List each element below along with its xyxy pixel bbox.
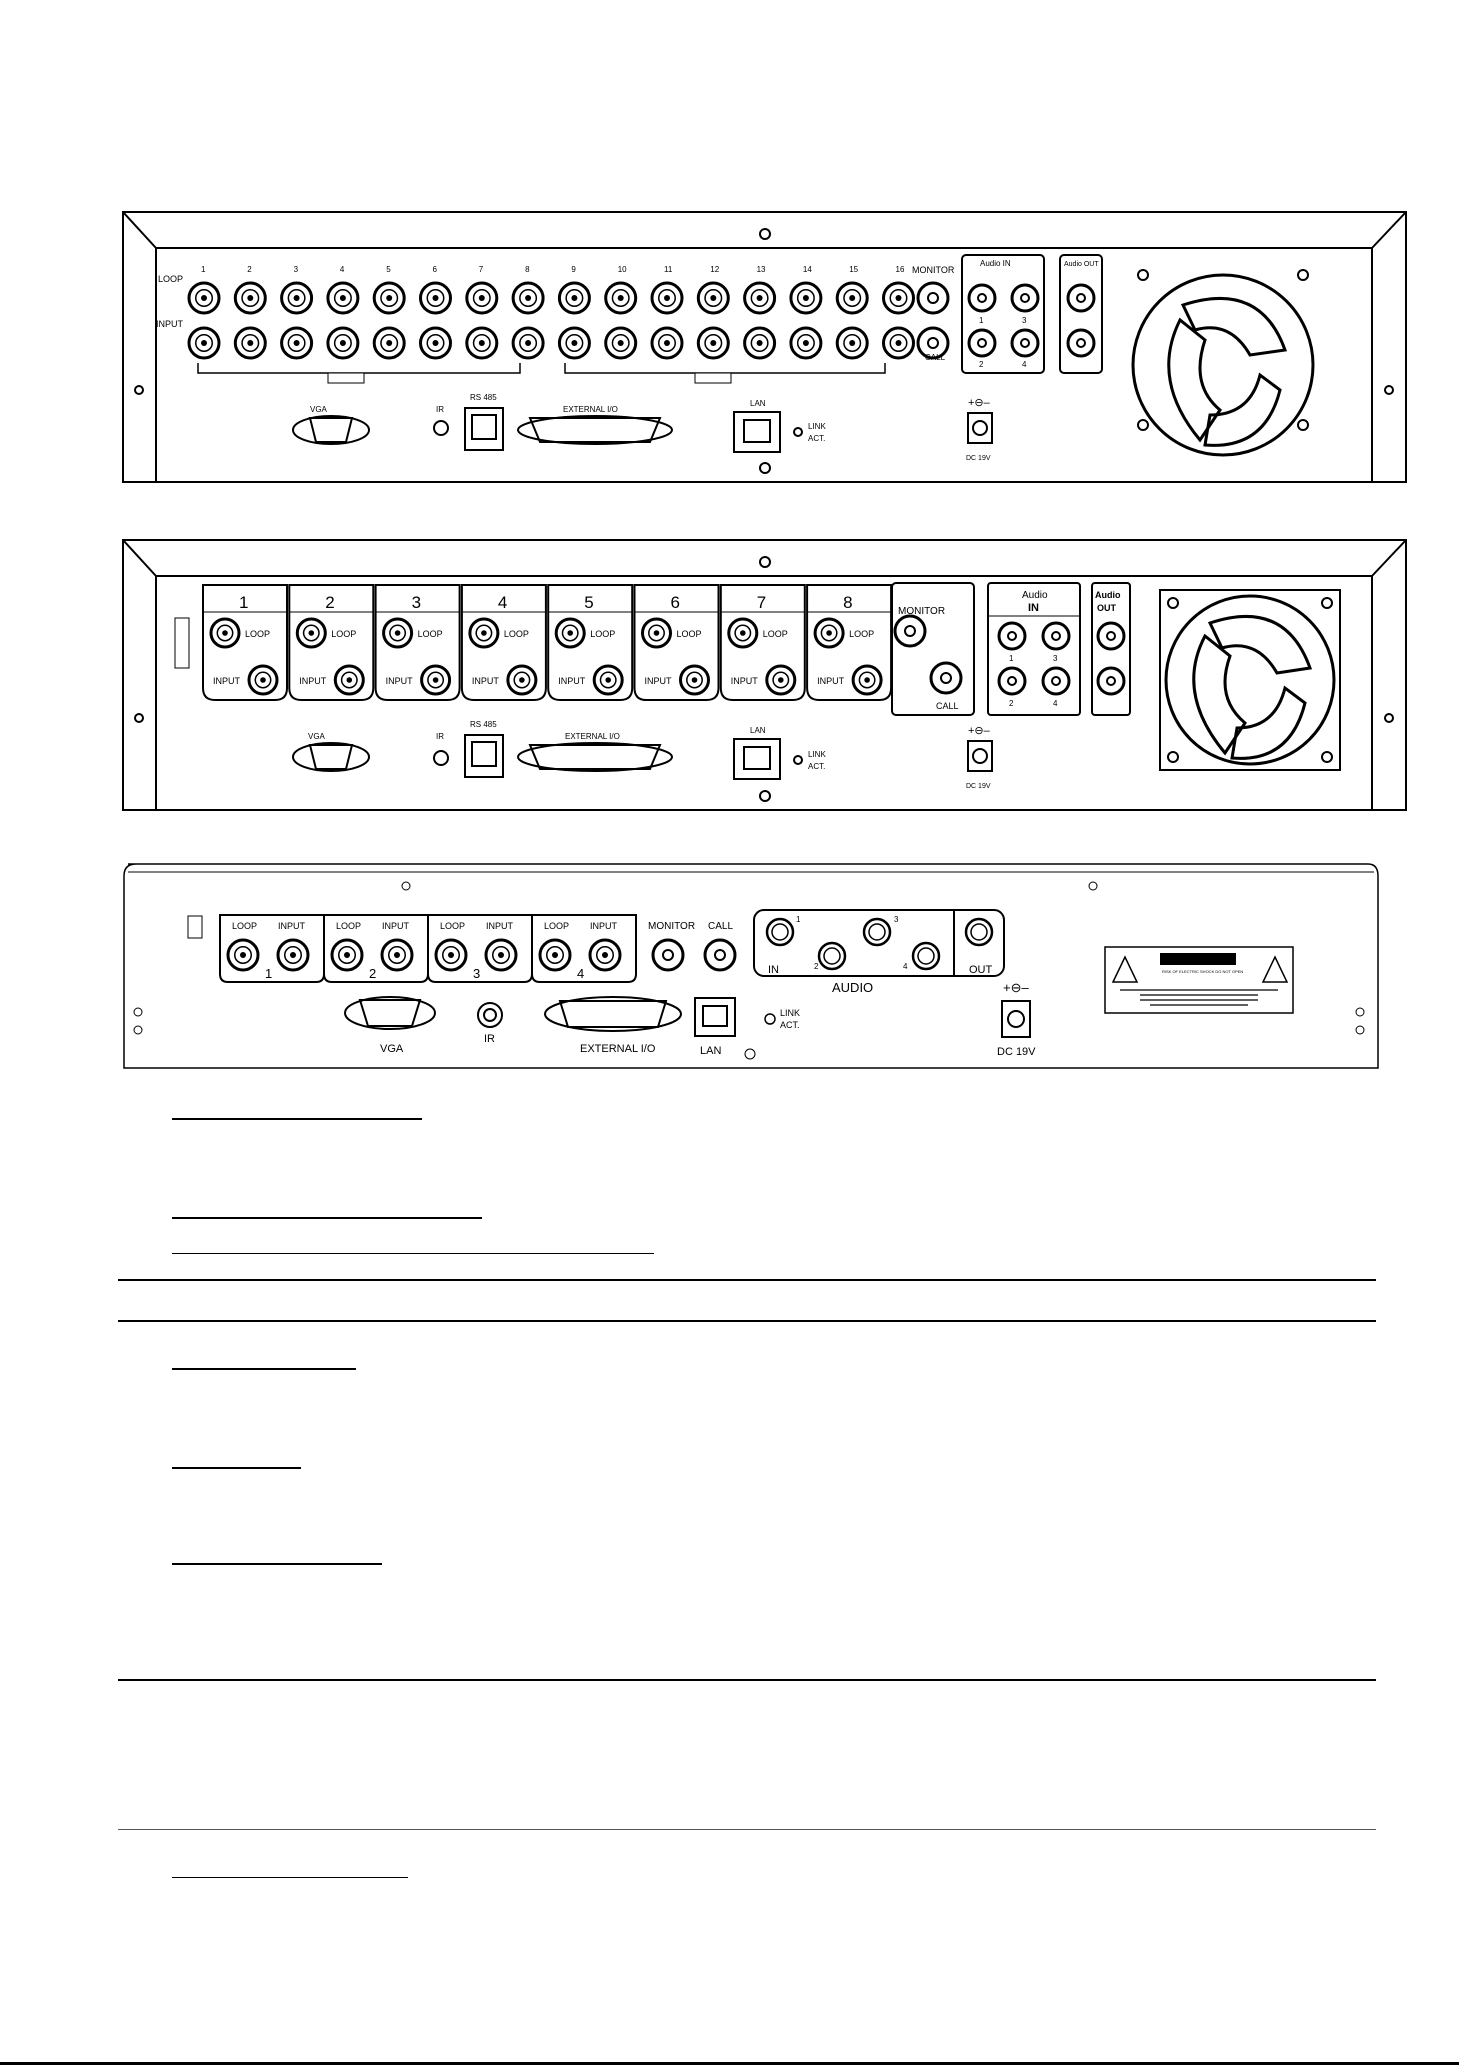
- audio-in-number-3: 3: [1022, 316, 1027, 325]
- input-label: INPUT: [213, 676, 240, 686]
- channel-number: 4: [339, 265, 345, 274]
- input-bnc[interactable]: [884, 328, 914, 358]
- input-bnc[interactable]: [282, 328, 312, 358]
- ir-label: IR: [436, 732, 444, 741]
- input-label: INPUT: [486, 921, 513, 931]
- external-io-label: EXTERNAL I/O: [580, 1043, 656, 1055]
- heading-underline-7: [172, 1877, 408, 1878]
- channel-groups: [203, 585, 891, 700]
- audio-out-label: OUT: [1097, 603, 1116, 613]
- audio-in-number-4: 4: [1022, 360, 1027, 369]
- fan-grille-icon: [1133, 270, 1313, 455]
- channel-number: 11: [664, 265, 673, 274]
- audio-out-label: OUT: [969, 964, 993, 976]
- vga-label: VGA: [310, 405, 327, 414]
- lan-label: LAN: [700, 1045, 722, 1057]
- input-bnc[interactable]: [335, 666, 363, 694]
- channel-number: 2: [325, 593, 335, 612]
- input-bnc[interactable]: [382, 940, 412, 970]
- channel-number: 1: [265, 966, 273, 981]
- lan-label: LAN: [750, 399, 766, 408]
- link-label: LINK: [808, 750, 826, 759]
- channel-number: 6: [432, 265, 437, 274]
- monitor-label: MONITOR: [898, 606, 946, 617]
- call-label: CALL: [708, 921, 734, 932]
- rear-panel-4ch: [120, 862, 1385, 1072]
- vga-label: VGA: [380, 1043, 404, 1055]
- channel-number: 4: [497, 593, 508, 612]
- monitor-label: MONITOR: [912, 265, 955, 275]
- audio-number-4: 4: [903, 962, 908, 971]
- loop-bnc[interactable]: [470, 619, 498, 647]
- table-rule: [118, 1679, 1376, 1681]
- channel-number: 3: [293, 265, 299, 274]
- audio-label: AUDIO: [832, 980, 874, 995]
- monitor-group: [892, 583, 974, 715]
- input-label: INPUT: [382, 921, 409, 931]
- input-label: INPUT: [299, 676, 327, 686]
- link-label: LINK: [808, 422, 826, 431]
- loop-label: LOOP: [762, 629, 788, 639]
- monitor-bnc[interactable]: [895, 616, 925, 646]
- heading-underline-6: [172, 1563, 382, 1565]
- input-label: INPUT: [278, 921, 305, 931]
- loop-bnc[interactable]: [698, 283, 728, 313]
- channel-number: 8: [843, 593, 853, 612]
- channel-number: 12: [710, 265, 720, 274]
- audio-in-label: Audio IN: [980, 259, 1011, 268]
- audio-in-label: IN: [768, 964, 779, 976]
- call-label: CALL: [925, 353, 946, 362]
- channel-number: 3: [473, 966, 481, 981]
- loop-label: LOOP: [336, 921, 362, 931]
- loop-bnc[interactable]: [606, 283, 636, 313]
- loop-bnc[interactable]: [211, 619, 239, 647]
- input-bnc[interactable]: [374, 328, 404, 358]
- external-io-label: EXTERNAL I/O: [563, 405, 618, 414]
- vga-label: VGA: [308, 732, 325, 741]
- dc-polarity-icon: +⊖–: [1003, 980, 1029, 995]
- channel-number: 16: [895, 265, 905, 274]
- link-led: [794, 428, 802, 436]
- audio-in-number-2: 2: [979, 360, 984, 369]
- input-label: INPUT: [817, 676, 845, 686]
- ir-label: IR: [484, 1033, 495, 1045]
- external-io-port[interactable]: [560, 1001, 666, 1027]
- audio-jacks[interactable]: [767, 919, 939, 969]
- input-label: INPUT: [730, 676, 758, 686]
- call-bnc[interactable]: [705, 940, 735, 970]
- channel-number-row: [201, 265, 905, 274]
- link-label: LINK: [780, 1008, 801, 1018]
- input-bnc[interactable]: [767, 666, 795, 694]
- loop-bnc[interactable]: [228, 940, 258, 970]
- table-rule: [118, 1829, 1376, 1830]
- dc-polarity-icon: +⊖–: [968, 725, 990, 737]
- lightning-warning-icon: [1113, 957, 1137, 982]
- loop-bnc[interactable]: [384, 619, 412, 647]
- table-rule: [118, 1279, 1376, 1281]
- loop-label: LOOP: [232, 921, 258, 931]
- loop-bnc[interactable]: [643, 619, 671, 647]
- act-label: ACT.: [808, 434, 826, 443]
- channel-number: 2: [247, 265, 252, 274]
- channel-number: 14: [802, 265, 812, 274]
- loop-bnc[interactable]: [374, 283, 404, 313]
- dc-power-jack[interactable]: [968, 741, 992, 771]
- heading-underline-1: [172, 1118, 422, 1120]
- act-label: ACT.: [808, 762, 826, 771]
- input-label: INPUT: [385, 676, 413, 686]
- channel-number: 15: [849, 265, 859, 274]
- input-bnc[interactable]: [421, 328, 451, 358]
- vga-port[interactable]: [310, 418, 352, 442]
- loop-bnc[interactable]: [729, 619, 757, 647]
- link-led: [765, 1014, 775, 1024]
- lan-port[interactable]: [695, 998, 735, 1036]
- channel-number: 7: [756, 593, 767, 612]
- input-bnc[interactable]: [837, 328, 867, 358]
- channel-number: 6: [670, 593, 680, 612]
- loop-label: LOOP: [590, 629, 616, 639]
- input-bnc[interactable]: [513, 328, 543, 358]
- loop-bnc[interactable]: [559, 283, 589, 313]
- external-io-label: EXTERNAL I/O: [565, 732, 620, 741]
- audio-out-audio-label: Audio: [1095, 590, 1121, 600]
- input-label: INPUT: [644, 676, 672, 686]
- audio-label: Audio: [1022, 590, 1048, 601]
- heading-underline-4: [172, 1368, 356, 1370]
- heading-underline-3: [172, 1253, 654, 1254]
- lan-label: LAN: [750, 726, 766, 735]
- audio-in-label: IN: [1028, 602, 1039, 614]
- audio-out-label: Audio OUT: [1064, 261, 1099, 268]
- input-bnc[interactable]: [698, 328, 728, 358]
- channel-number: 13: [756, 265, 766, 274]
- loop-bnc[interactable]: [884, 283, 914, 313]
- audio-in-number-1: 1: [979, 316, 984, 325]
- loop-label: LOOP: [245, 629, 271, 639]
- input-bnc[interactable]: [189, 328, 219, 358]
- vga-port[interactable]: [360, 1000, 420, 1026]
- channel-number: 1: [201, 265, 206, 274]
- input-label: INPUT: [590, 921, 617, 931]
- input-bnc[interactable]: [590, 940, 620, 970]
- loop-row-label: LOOP: [158, 274, 184, 284]
- bnc-connector-grid: [189, 283, 914, 358]
- call-label: CALL: [936, 701, 959, 711]
- vga-port[interactable]: [310, 745, 352, 769]
- dc-label: DC 19V: [997, 1046, 1036, 1058]
- audio-number-3: 3: [894, 915, 899, 924]
- dc-polarity-icon: +⊖–: [968, 397, 990, 409]
- loop-bnc[interactable]: [436, 940, 466, 970]
- lan-port[interactable]: [734, 412, 780, 452]
- audio-out-jack[interactable]: [966, 919, 992, 945]
- external-io-port[interactable]: [530, 745, 660, 769]
- loop-bnc[interactable]: [815, 619, 843, 647]
- warning-label: [1105, 947, 1293, 1013]
- dc-label: DC 19V: [966, 783, 991, 790]
- loop-bnc[interactable]: [467, 283, 497, 313]
- channel-number: 9: [571, 265, 576, 274]
- audio-in-number-3: 3: [1053, 654, 1058, 663]
- heading-underline-5: [172, 1467, 301, 1469]
- loop-label: LOOP: [417, 629, 443, 639]
- audio-out-jack[interactable]: [1068, 285, 1094, 311]
- audio-in-number-1: 1: [1009, 654, 1014, 663]
- table-rule: [118, 1320, 1376, 1322]
- channel-number: 4: [577, 966, 585, 981]
- input-bnc[interactable]: [745, 328, 775, 358]
- channel-number: 1: [239, 593, 249, 612]
- ir-label: IR: [436, 405, 444, 414]
- loop-bnc[interactable]: [837, 283, 867, 313]
- ir-jack[interactable]: [434, 751, 448, 765]
- dc-label: DC 19V: [966, 455, 991, 462]
- channel-number: 5: [386, 265, 391, 274]
- loop-bnc[interactable]: [556, 619, 584, 647]
- input-bnc[interactable]: [249, 666, 277, 694]
- loop-bnc[interactable]: [540, 940, 570, 970]
- audio-number-2: 2: [814, 962, 819, 971]
- input-bnc[interactable]: [486, 940, 516, 970]
- input-bnc[interactable]: [606, 328, 636, 358]
- loop-label: LOOP: [849, 629, 875, 639]
- loop-bnc[interactable]: [328, 283, 358, 313]
- input-bnc[interactable]: [559, 328, 589, 358]
- lan-port[interactable]: [734, 739, 780, 779]
- input-row-label: INPUT: [156, 319, 183, 329]
- rear-panel-16ch: [120, 210, 1410, 485]
- input-bnc[interactable]: [508, 666, 536, 694]
- rear-panel-8ch: [120, 538, 1410, 813]
- ir-jack[interactable]: [478, 1003, 502, 1027]
- fan-grille-icon: [1160, 590, 1340, 770]
- loop-bnc[interactable]: [791, 283, 821, 313]
- input-bnc[interactable]: [652, 328, 682, 358]
- loop-label: LOOP: [544, 921, 570, 931]
- input-bnc[interactable]: [681, 666, 709, 694]
- dc-power-jack[interactable]: [1002, 1001, 1030, 1037]
- rs485-label: RS 485: [470, 720, 497, 729]
- input-bnc[interactable]: [422, 666, 450, 694]
- loop-bnc[interactable]: [189, 283, 219, 313]
- external-io-port[interactable]: [530, 418, 660, 442]
- loop-bnc[interactable]: [235, 283, 265, 313]
- monitor-label: MONITOR: [648, 921, 696, 932]
- input-label: INPUT: [558, 676, 586, 686]
- call-bnc[interactable]: [931, 663, 961, 693]
- loop-label: LOOP: [676, 629, 702, 639]
- input-bnc[interactable]: [235, 328, 265, 358]
- loop-bnc[interactable]: [282, 283, 312, 313]
- ir-jack[interactable]: [434, 421, 448, 435]
- channel-number: 5: [584, 593, 594, 612]
- audio-out-jack[interactable]: [1098, 668, 1124, 694]
- channel-number: 2: [369, 966, 377, 981]
- loop-bnc[interactable]: [652, 283, 682, 313]
- loop-bnc[interactable]: [745, 283, 775, 313]
- audio-number-1: 1: [796, 915, 801, 924]
- channel-number: 8: [525, 265, 530, 274]
- loop-label: LOOP: [503, 629, 529, 639]
- loop-bnc[interactable]: [332, 940, 362, 970]
- input-bnc[interactable]: [328, 328, 358, 358]
- dc-power-jack[interactable]: [968, 413, 992, 443]
- audio-out-jack[interactable]: [1098, 623, 1124, 649]
- channel-number: 3: [411, 593, 422, 612]
- input-label: INPUT: [471, 676, 499, 686]
- audio-in-number-2: 2: [1009, 699, 1014, 708]
- channel-number: 7: [478, 265, 484, 274]
- loop-label: LOOP: [331, 629, 357, 639]
- audio-out-jack[interactable]: [1068, 330, 1094, 356]
- monitor-bnc[interactable]: [918, 283, 948, 313]
- input-bnc[interactable]: [853, 666, 881, 694]
- exclamation-warning-icon: [1263, 957, 1287, 982]
- loop-label: LOOP: [440, 921, 466, 931]
- input-bnc[interactable]: [791, 328, 821, 358]
- input-bnc[interactable]: [467, 328, 497, 358]
- loop-bnc[interactable]: [421, 283, 451, 313]
- warning-label-title: RISK OF ELECTRIC SHOCK DO NOT OPEN: [1162, 969, 1244, 974]
- monitor-bnc[interactable]: [653, 940, 683, 970]
- channel-groups: [220, 915, 636, 982]
- audio-in-number-4: 4: [1053, 699, 1058, 708]
- link-led: [794, 756, 802, 764]
- loop-bnc[interactable]: [513, 283, 543, 313]
- act-label: ACT.: [780, 1020, 800, 1030]
- rs485-label: RS 485: [470, 393, 497, 402]
- input-bnc[interactable]: [594, 666, 622, 694]
- input-bnc[interactable]: [278, 940, 308, 970]
- channel-number: 10: [617, 265, 627, 274]
- heading-underline-2: [172, 1217, 482, 1219]
- loop-bnc[interactable]: [297, 619, 325, 647]
